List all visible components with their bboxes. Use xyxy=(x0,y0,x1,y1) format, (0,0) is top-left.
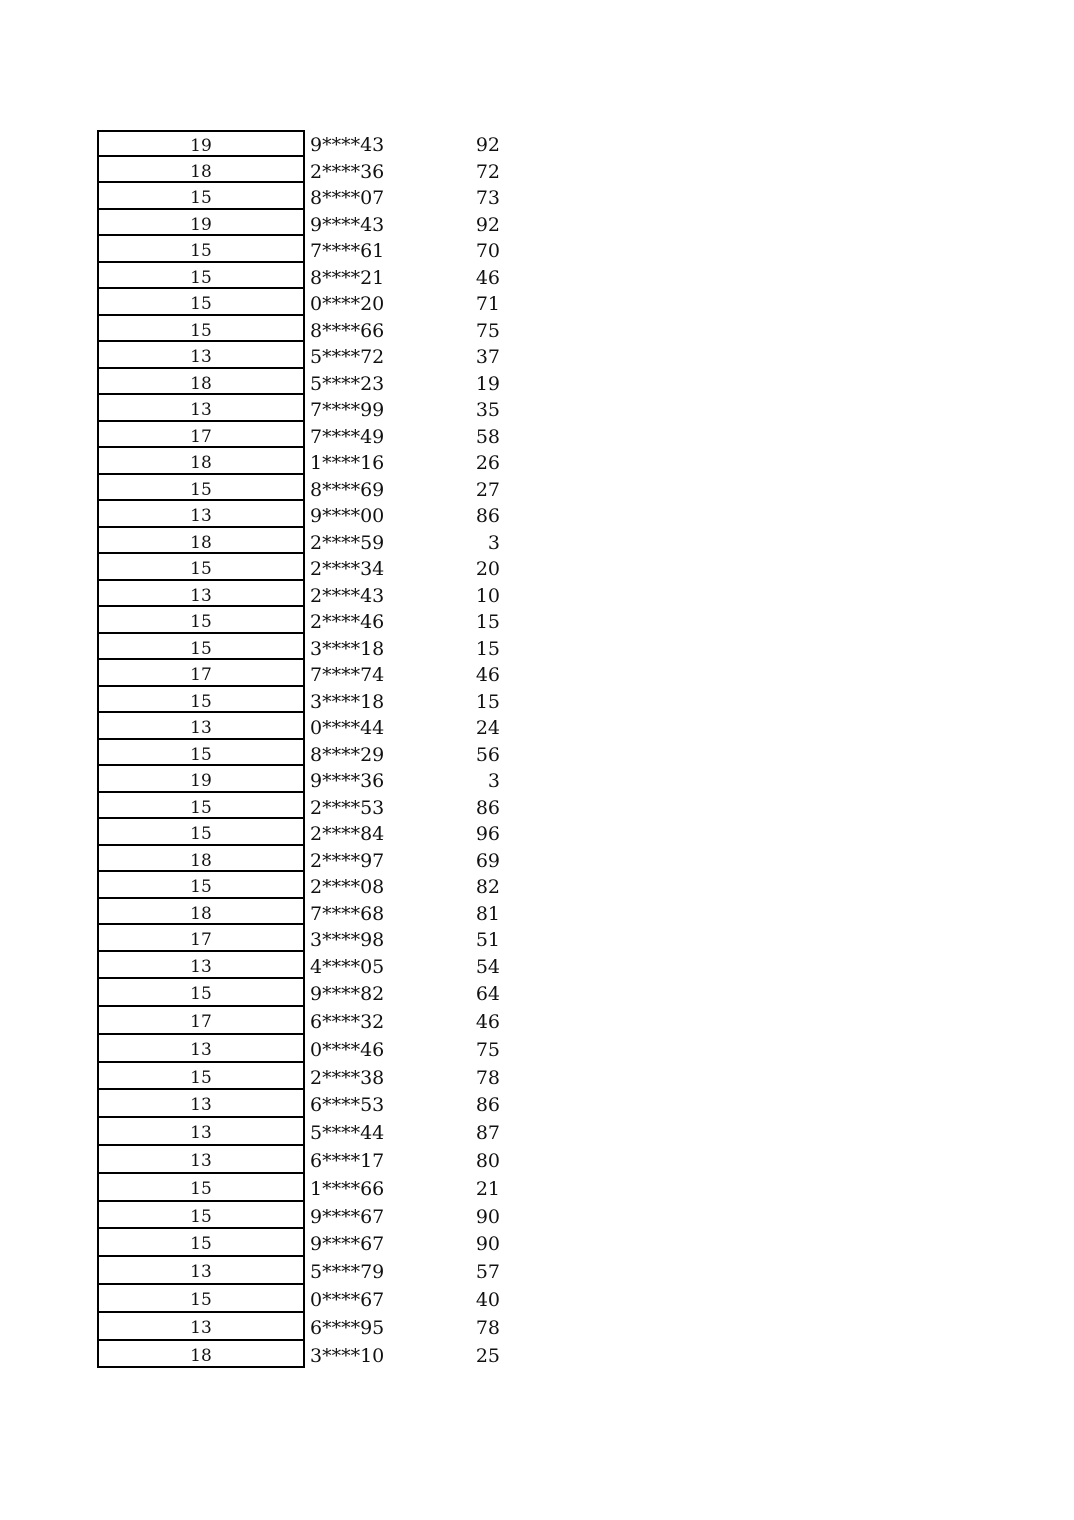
cell-masked-id: 2****59 xyxy=(310,531,385,554)
cell-masked-id: 2****53 xyxy=(310,796,385,819)
table-row xyxy=(97,1063,502,1091)
cell-score: 24 xyxy=(475,717,500,739)
table-row xyxy=(97,1118,502,1146)
cell-masked-id: 5****79 xyxy=(310,1261,385,1284)
cell-age: 13 xyxy=(97,581,305,608)
cell-age: 15 xyxy=(97,475,305,502)
table-row xyxy=(97,1035,502,1063)
cell-age: 15 xyxy=(97,819,305,846)
cell-age: 15 xyxy=(97,1229,305,1257)
cell-masked-id: 9****67 xyxy=(310,1233,385,1256)
table-row xyxy=(97,819,502,846)
table-row xyxy=(97,263,502,290)
table-row xyxy=(97,1146,502,1174)
cell-score: 51 xyxy=(475,929,500,951)
cell-masked-id: 6****53 xyxy=(310,1094,385,1117)
cell-masked-id: 3****10 xyxy=(310,1344,385,1367)
table-row xyxy=(97,925,502,952)
cell-age: 18 xyxy=(97,157,305,184)
cell-score: 92 xyxy=(475,213,500,236)
cell-masked-id: 6****17 xyxy=(310,1150,385,1173)
cell-masked-id: 9****36 xyxy=(310,770,385,792)
cell-score: 82 xyxy=(475,876,500,898)
cell-age: 15 xyxy=(97,607,305,634)
cell-masked-id: 9****67 xyxy=(310,1205,385,1228)
cell-age: 19 xyxy=(97,766,305,793)
cell-masked-id: 7****68 xyxy=(310,902,385,925)
table-row xyxy=(97,899,502,926)
cell-score: 27 xyxy=(475,478,500,501)
cell-score: 96 xyxy=(475,823,500,845)
cell-masked-id: 5****72 xyxy=(310,346,385,368)
cell-score: 64 xyxy=(475,983,500,1006)
table-row xyxy=(97,634,502,661)
cell-age: 13 xyxy=(97,395,305,422)
cell-age: 15 xyxy=(97,554,305,581)
table-row xyxy=(97,448,502,475)
data-table xyxy=(97,130,502,1368)
cell-masked-id: 7****74 xyxy=(310,664,385,686)
table-row xyxy=(97,581,502,608)
table-row xyxy=(97,501,502,528)
cell-score: 37 xyxy=(475,346,500,368)
cell-age: 15 xyxy=(97,236,305,263)
cell-age: 18 xyxy=(97,846,305,873)
cell-masked-id: 7****61 xyxy=(310,240,385,262)
table-row xyxy=(97,130,502,157)
cell-masked-id: 6****95 xyxy=(310,1316,385,1339)
cell-masked-id: 2****46 xyxy=(310,611,385,633)
cell-age: 15 xyxy=(97,634,305,661)
table-row xyxy=(97,236,502,263)
cell-age: 17 xyxy=(97,660,305,687)
cell-score: 57 xyxy=(475,1261,500,1284)
cell-age: 15 xyxy=(97,1202,305,1230)
table-row xyxy=(97,1285,502,1313)
cell-score: 80 xyxy=(475,1150,500,1173)
table-row xyxy=(97,395,502,422)
cell-masked-id: 0****46 xyxy=(310,1038,385,1061)
cell-age: 15 xyxy=(97,687,305,714)
table-row xyxy=(97,1313,502,1341)
cell-score: 71 xyxy=(475,293,500,315)
table-row xyxy=(97,766,502,793)
table-row xyxy=(97,660,502,687)
cell-score: 21 xyxy=(475,1177,500,1200)
table-row xyxy=(97,1090,502,1118)
table-row xyxy=(97,554,502,581)
table-row xyxy=(97,740,502,767)
cell-masked-id: 9****43 xyxy=(310,213,385,236)
cell-score: 26 xyxy=(475,452,500,474)
cell-age: 15 xyxy=(97,793,305,820)
cell-score: 46 xyxy=(475,266,500,289)
cell-masked-id: 8****29 xyxy=(310,743,385,766)
table-row xyxy=(97,157,502,184)
cell-masked-id: 7****99 xyxy=(310,399,385,421)
cell-score: 78 xyxy=(475,1066,500,1089)
cell-age: 13 xyxy=(97,501,305,528)
cell-score: 92 xyxy=(475,134,500,156)
table-row xyxy=(97,607,502,634)
cell-masked-id: 1****16 xyxy=(310,452,385,474)
cell-age: 15 xyxy=(97,1174,305,1202)
cell-masked-id: 2****43 xyxy=(310,584,385,607)
cell-age: 15 xyxy=(97,872,305,899)
cell-age: 13 xyxy=(97,1146,305,1174)
cell-masked-id: 8****66 xyxy=(310,319,385,342)
table-row xyxy=(97,687,502,714)
cell-age: 15 xyxy=(97,979,305,1007)
table-row xyxy=(97,952,502,980)
cell-age: 13 xyxy=(97,1257,305,1285)
cell-age: 17 xyxy=(97,1007,305,1035)
cell-score: 69 xyxy=(475,849,500,872)
cell-score: 10 xyxy=(475,584,500,607)
cell-age: 13 xyxy=(97,342,305,369)
table-row xyxy=(97,1341,502,1369)
cell-age: 15 xyxy=(97,1063,305,1091)
cell-age: 15 xyxy=(97,289,305,316)
cell-age: 15 xyxy=(97,316,305,343)
cell-score: 73 xyxy=(475,187,500,209)
cell-age: 13 xyxy=(97,1313,305,1341)
cell-score: 20 xyxy=(475,558,500,580)
table-row xyxy=(97,475,502,502)
cell-score: 15 xyxy=(475,690,500,713)
table-row xyxy=(97,422,502,449)
cell-masked-id: 2****84 xyxy=(310,823,385,845)
cell-age: 18 xyxy=(97,448,305,475)
cell-masked-id: 9****00 xyxy=(310,505,385,527)
cell-score: 78 xyxy=(475,1316,500,1339)
cell-age: 15 xyxy=(97,183,305,210)
cell-score: 46 xyxy=(475,1011,500,1034)
cell-score: 90 xyxy=(475,1233,500,1256)
cell-age: 13 xyxy=(97,952,305,980)
table-row xyxy=(97,713,502,740)
cell-masked-id: 3****18 xyxy=(310,637,385,660)
cell-masked-id: 1****66 xyxy=(310,1177,385,1200)
cell-masked-id: 8****07 xyxy=(310,187,385,209)
cell-score: 25 xyxy=(475,1344,500,1367)
cell-age: 13 xyxy=(97,1090,305,1118)
cell-age: 18 xyxy=(97,1341,305,1369)
table-row xyxy=(97,872,502,899)
table-row xyxy=(97,342,502,369)
table-row xyxy=(97,1174,502,1202)
cell-masked-id: 0****67 xyxy=(310,1289,385,1312)
cell-masked-id: 2****34 xyxy=(310,558,385,580)
cell-score: 86 xyxy=(475,505,500,527)
cell-age: 18 xyxy=(97,899,305,926)
cell-score: 81 xyxy=(475,902,500,925)
table-row xyxy=(97,289,502,316)
cell-masked-id: 3****98 xyxy=(310,929,385,951)
cell-masked-id: 8****69 xyxy=(310,478,385,501)
cell-score: 3 xyxy=(487,770,500,792)
cell-age: 15 xyxy=(97,1285,305,1313)
cell-score: 75 xyxy=(475,1038,500,1061)
cell-score: 72 xyxy=(475,160,500,183)
table-row xyxy=(97,846,502,873)
cell-masked-id: 5****23 xyxy=(310,372,385,395)
cell-masked-id: 4****05 xyxy=(310,955,385,978)
cell-score: 90 xyxy=(475,1205,500,1228)
cell-score: 56 xyxy=(475,743,500,766)
cell-masked-id: 9****82 xyxy=(310,983,385,1006)
table-row xyxy=(97,1007,502,1035)
cell-score: 40 xyxy=(475,1289,500,1312)
table-row xyxy=(97,979,502,1007)
cell-score: 87 xyxy=(475,1122,500,1145)
cell-masked-id: 2****36 xyxy=(310,160,385,183)
cell-score: 46 xyxy=(475,664,500,686)
table-row xyxy=(97,369,502,396)
cell-age: 17 xyxy=(97,422,305,449)
table-row xyxy=(97,1257,502,1285)
cell-score: 19 xyxy=(475,372,500,395)
cell-masked-id: 0****44 xyxy=(310,717,385,739)
cell-masked-id: 8****21 xyxy=(310,266,385,289)
cell-score: 58 xyxy=(475,425,500,448)
cell-age: 17 xyxy=(97,925,305,952)
cell-age: 13 xyxy=(97,713,305,740)
table-row xyxy=(97,1229,502,1257)
cell-age: 19 xyxy=(97,210,305,237)
cell-masked-id: 7****49 xyxy=(310,425,385,448)
cell-score: 15 xyxy=(475,611,500,633)
cell-masked-id: 2****97 xyxy=(310,849,385,872)
cell-age: 13 xyxy=(97,1035,305,1063)
table-row xyxy=(97,183,502,210)
cell-score: 70 xyxy=(475,240,500,262)
cell-age: 19 xyxy=(97,130,305,157)
cell-score: 3 xyxy=(487,531,500,554)
cell-age: 18 xyxy=(97,528,305,555)
cell-masked-id: 5****44 xyxy=(310,1122,385,1145)
cell-score: 35 xyxy=(475,399,500,421)
cell-masked-id: 3****18 xyxy=(310,690,385,713)
table-row xyxy=(97,1202,502,1230)
cell-age: 15 xyxy=(97,263,305,290)
cell-score: 54 xyxy=(475,955,500,978)
table-row xyxy=(97,528,502,555)
cell-masked-id: 6****32 xyxy=(310,1011,385,1034)
cell-masked-id: 2****08 xyxy=(310,876,385,898)
table-row xyxy=(97,210,502,237)
cell-score: 75 xyxy=(475,319,500,342)
cell-score: 86 xyxy=(475,1094,500,1117)
cell-masked-id: 2****38 xyxy=(310,1066,385,1089)
cell-masked-id: 0****20 xyxy=(310,293,385,315)
cell-score: 86 xyxy=(475,796,500,819)
table-row xyxy=(97,316,502,343)
cell-age: 13 xyxy=(97,1118,305,1146)
cell-age: 18 xyxy=(97,369,305,396)
cell-age: 15 xyxy=(97,740,305,767)
cell-score: 15 xyxy=(475,637,500,660)
cell-masked-id: 9****43 xyxy=(310,134,385,156)
table-row xyxy=(97,793,502,820)
